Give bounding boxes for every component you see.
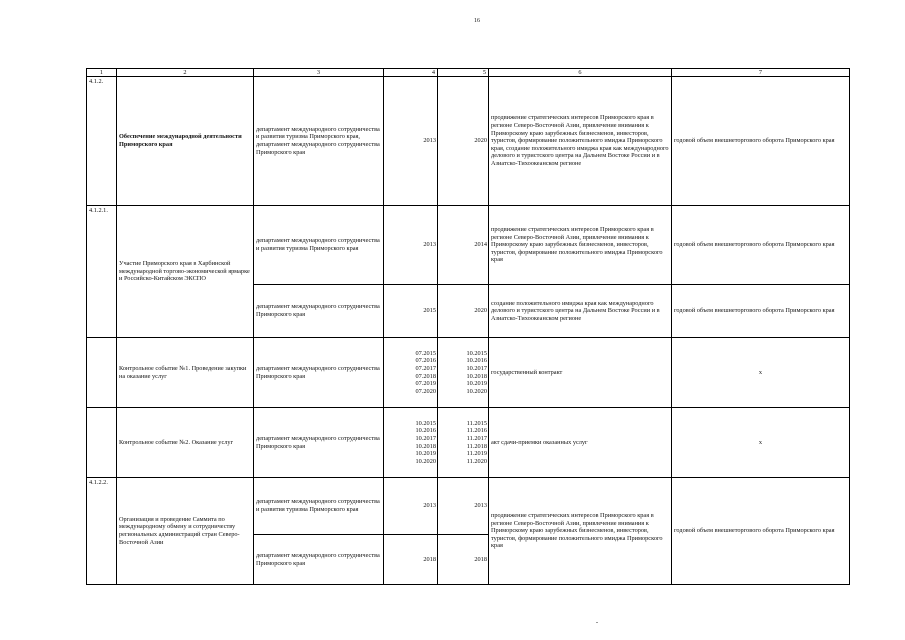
header-col-3: 3: [254, 69, 384, 77]
end-year: 2020: [438, 285, 489, 338]
row-number: 4.1.2.2.: [87, 478, 117, 585]
start-year: 2013: [384, 206, 438, 285]
responsible-department: департамент международного сотрудничества Приморского края: [254, 408, 384, 478]
end-dates: 11.2015 11.2016 11.2017 11.2018 11.2019 11.2020: [438, 408, 489, 478]
expected-result: государственный контракт: [489, 338, 672, 408]
expected-result: акт сдачи-приемки оказанных услуг: [489, 408, 672, 478]
start-year: 2015: [384, 285, 438, 338]
header-col-6: 6: [489, 69, 672, 77]
end-year: 2020: [438, 77, 489, 206]
target-indicator: годовой объем внешнеторгового оборота Приморского края: [672, 285, 850, 338]
responsible-department: департамент международного сотрудничества Приморского края: [254, 535, 384, 585]
start-year: 2013: [384, 77, 438, 206]
header-col-5: 5: [438, 69, 489, 77]
responsible-department: департамент международного сотрудничества и развития туризма Приморского края: [254, 206, 384, 285]
expected-result: продвижение стратегических интересов Приморского края в регионе Северо-Восточной Азии, привлечение внимания к Приморскому краю зарубежных бизнесменов, инвесторов, туристов, формирование положительного имиджа Приморского края: [489, 206, 672, 285]
responsible-department: департамент международного сотрудничества Приморского края: [254, 338, 384, 408]
header-col-7: 7: [672, 69, 850, 77]
target-indicator: годовой объем внешнеторгового оборота Приморского края: [672, 77, 850, 206]
activity-name: Контрольное событие №2. Оказание услуг: [117, 408, 254, 478]
row-number: [87, 408, 117, 478]
start-year: 2013: [384, 478, 438, 535]
target-indicator: х: [672, 408, 850, 478]
activity-name: Контрольное событие №1. Проведение закупки на оказание услуг: [117, 338, 254, 408]
activity-name: Организация и проведение Саммита по международному обмену и сотрудничеству региональных администраций стран Северо-Восточной Азии: [117, 478, 254, 585]
target-indicator: годовой объем внешнеторгового оборота Приморского края: [672, 478, 850, 585]
end-year: 2018: [438, 535, 489, 585]
row-number: 4.1.2.1.: [87, 206, 117, 338]
row-number: 4.1.2.: [87, 77, 117, 206]
activity-name: Обеспечение международной деятельности Приморского края: [117, 77, 254, 206]
end-year: 2014: [438, 206, 489, 285]
responsible-department: департамент международного сотрудничества и развития туризма Приморского края, департамент международного сотрудничества Приморского края: [254, 77, 384, 206]
table-row: [87, 206, 850, 285]
start-year: 2018: [384, 535, 438, 585]
start-dates: 10.2015 10.2016 10.2017 10.2018 10.2019 10.2020: [384, 408, 438, 478]
table-row: [87, 408, 850, 478]
row-number: [87, 338, 117, 408]
expected-result: продвижение стратегических интересов Приморского края в регионе Северо-Восточной Азии, привлечение внимания к Приморскому краю зарубежных бизнесменов, инвесторов, туристов, формирование положительного имиджа Приморского края, создание положительного имиджа края как международного делового и туристского центра на Дальнем Востоке России и в Азиатско-Тихоокеанском регионе: [489, 77, 672, 206]
responsible-department: департамент международного сотрудничества Приморского края: [254, 285, 384, 338]
responsible-department: департамент международного сотрудничества и развития туризма Приморского края: [254, 478, 384, 535]
table-row: [87, 478, 850, 535]
table-row: [87, 77, 850, 206]
header-col-1: 1: [87, 69, 117, 77]
start-dates: 07.2015 07.2016 07.2017 07.2018 07.2019 07.2020: [384, 338, 438, 408]
target-indicator: годовой объем внешнеторгового оборота Приморского края: [672, 206, 850, 285]
table-row: [87, 338, 850, 408]
page-number: 16: [474, 18, 480, 24]
expected-result: продвижение стратегических интересов Приморского края в регионе Северо-Восточной Азии, привлечение внимания к Приморскому краю зарубежных бизнесменов, инвесторов, туристов, формирование положительного имиджа Приморского края: [489, 478, 672, 585]
end-year: 2013: [438, 478, 489, 535]
program-activities-table: [86, 68, 850, 585]
scan-speck: [596, 622, 598, 623]
activity-name: Участие Приморского края в Харбинской международной торгово-экономической ярмарке и Российско-Китайском ЭКСПО: [117, 206, 254, 338]
target-indicator: х: [672, 338, 850, 408]
end-dates: 10.2015 10.2016 10.2017 10.2018 10.2019 10.2020: [438, 338, 489, 408]
header-col-4: 4: [384, 69, 438, 77]
column-number-header-row: [87, 69, 850, 77]
header-col-2: 2: [117, 69, 254, 77]
expected-result: создание положительного имиджа края как международного делового и туристского центра на Дальнем Востоке России и в Азиатско-Тихоокеанском регионе: [489, 285, 672, 338]
